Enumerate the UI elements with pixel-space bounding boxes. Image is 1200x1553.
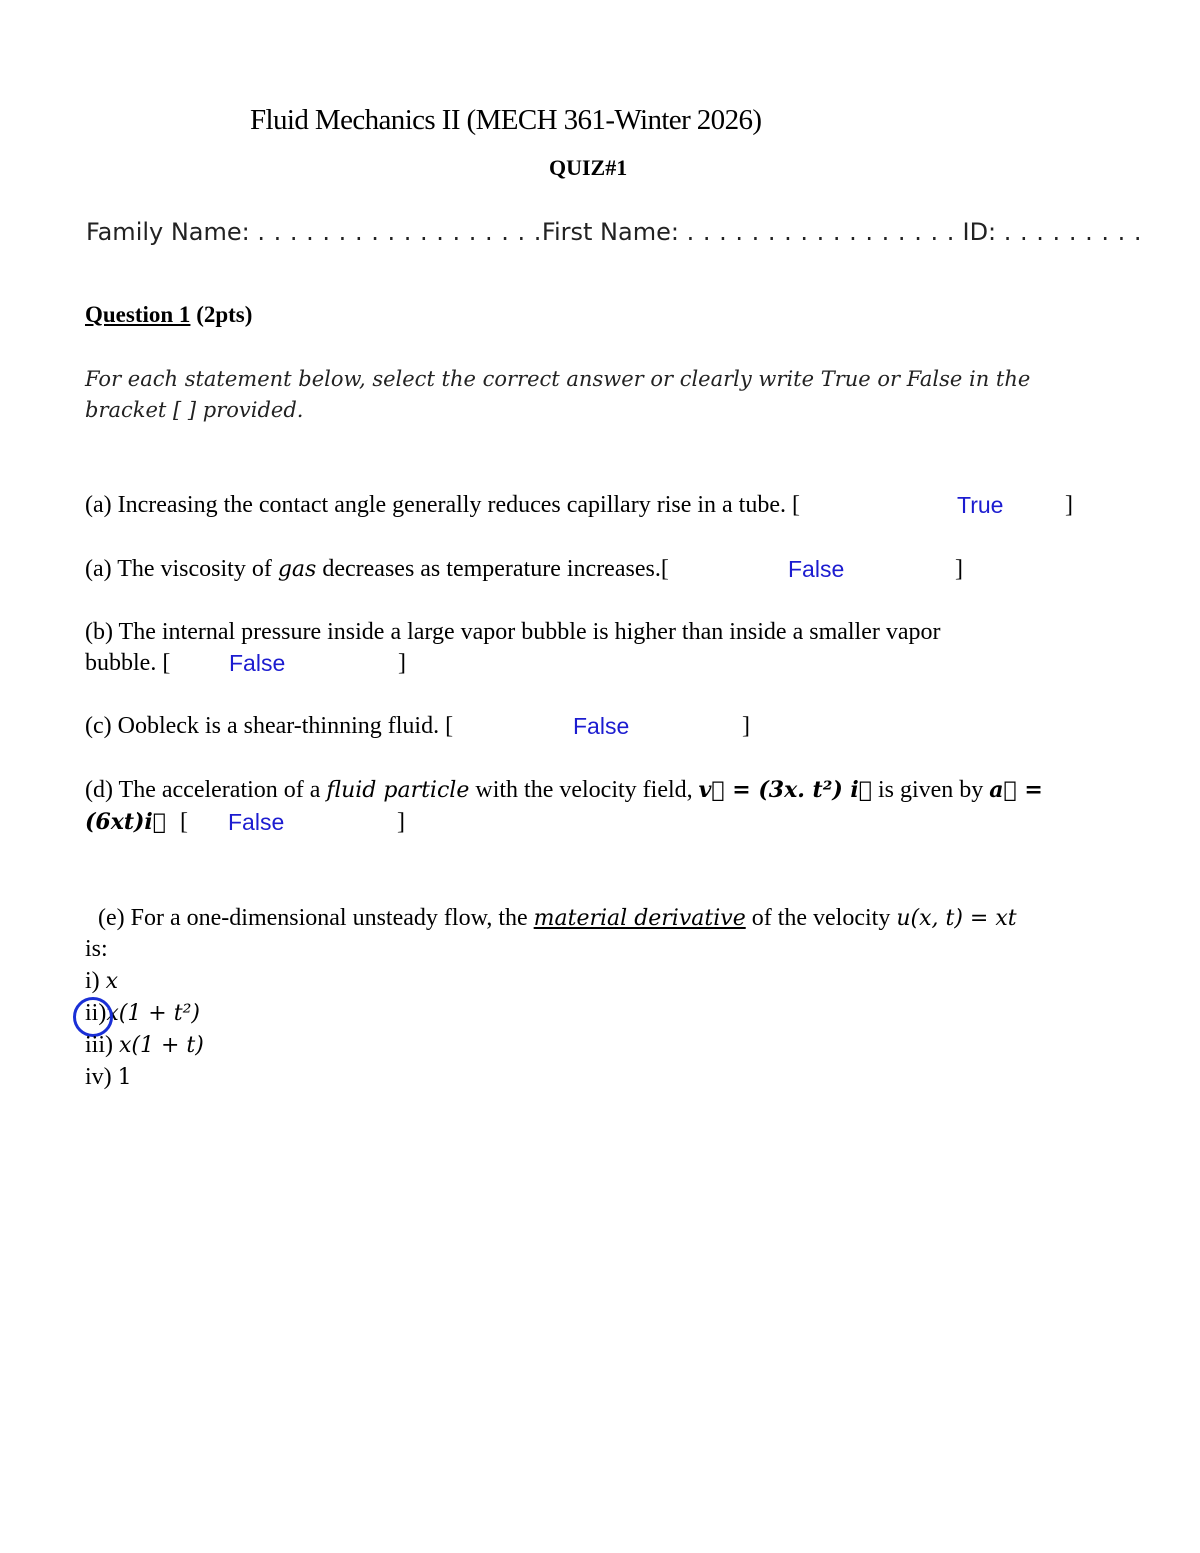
option-expression: x(1 + t²) bbox=[106, 1001, 200, 1026]
name-fields-row bbox=[86, 218, 1142, 246]
option-label: iii) bbox=[85, 1032, 113, 1058]
option-expression: x bbox=[105, 969, 119, 994]
option-iv[interactable] bbox=[85, 1064, 132, 1091]
family-name-label: Family Name: bbox=[86, 218, 250, 246]
acceleration-expression: a⃗ = bbox=[989, 777, 1043, 803]
bracket-close: ] bbox=[397, 809, 405, 835]
id-label: ID: bbox=[962, 218, 997, 246]
answer-a1[interactable]: True bbox=[957, 492, 1004, 518]
option-expression: x(1 + t) bbox=[119, 1033, 204, 1058]
statement-text: (a) The viscosity of bbox=[85, 556, 278, 582]
bracket-open: [ bbox=[179, 809, 188, 835]
bracket-close: ] bbox=[742, 713, 750, 739]
question-1-title: Question 1 bbox=[85, 302, 191, 327]
bracket-close: ] bbox=[955, 556, 963, 582]
statement-emphasis: fluid particle bbox=[326, 778, 470, 803]
statement-d-line-1 bbox=[85, 777, 1043, 804]
velocity-field-expression: v⃗ = (3x. t²) i⃗ bbox=[698, 777, 872, 803]
statement-d-line-2 bbox=[85, 809, 188, 836]
statement-text: is given by bbox=[871, 777, 990, 803]
statement-text: of the velocity bbox=[745, 905, 897, 931]
option-expression: 1 bbox=[117, 1065, 132, 1090]
family-name-field[interactable]: . . . . . . . . . . . . . . . . . . bbox=[257, 218, 542, 246]
statement-b-line-2: bubble. [ bbox=[85, 650, 171, 676]
statement-emphasis: gas bbox=[277, 557, 317, 582]
quiz-label: QUIZ#1 bbox=[549, 155, 628, 180]
statement-e-line-2: is: bbox=[85, 936, 108, 962]
statement-text: (d) The acceleration of a bbox=[85, 777, 327, 803]
statement-b-line-1: (b) The internal pressure inside a large vapor bubble is higher than inside a smaller vapor bbox=[85, 619, 941, 645]
option-label: i) bbox=[85, 968, 100, 994]
statement-text: (e) For a one-dimensional unsteady flow, the bbox=[98, 905, 534, 931]
question-1-heading bbox=[85, 302, 252, 328]
option-label: iv) bbox=[85, 1064, 112, 1090]
first-name-label: First Name: bbox=[541, 218, 679, 246]
bracket-close: ] bbox=[1065, 492, 1073, 518]
first-name-field[interactable]: . . . . . . . . . . . . . . . . . bbox=[686, 218, 955, 246]
acceleration-expression-2: (6xt)i⃗ bbox=[85, 809, 166, 835]
instructions-line-1: For each statement below, select the correct answer or clearly write True or False in the bbox=[85, 367, 1031, 391]
bracket-close: ] bbox=[398, 650, 406, 676]
instructions-line-2: bracket [ ] provided. bbox=[85, 398, 304, 422]
statement-e-line-1 bbox=[98, 905, 1017, 932]
answer-c[interactable]: False bbox=[573, 713, 630, 739]
page-title: Fluid Mechanics II (MECH 361-Winter 2026) bbox=[250, 104, 762, 136]
statement-a1 bbox=[85, 492, 800, 519]
answer-b[interactable]: False bbox=[229, 650, 286, 676]
option-label: ii) bbox=[85, 1000, 107, 1026]
statement-a2 bbox=[85, 556, 669, 583]
statement-underlined: material derivative bbox=[533, 906, 746, 931]
id-field[interactable]: . . . . . . . . . bbox=[1003, 218, 1142, 246]
statement-text: (a) Increasing the contact angle generally reduces capillary rise in a tube. [ bbox=[85, 492, 800, 518]
question-1-instructions bbox=[85, 364, 1030, 426]
selected-answer-circle bbox=[73, 997, 113, 1037]
velocity-expression: u(x, t) = xt bbox=[896, 906, 1017, 931]
question-1-points: (2pts) bbox=[196, 302, 253, 327]
statement-c: (c) Oobleck is a shear-thinning fluid. [ bbox=[85, 713, 454, 739]
statement-text: with the velocity field, bbox=[469, 777, 699, 803]
option-i[interactable] bbox=[85, 968, 118, 995]
answer-d[interactable]: False bbox=[228, 809, 285, 835]
option-iii[interactable] bbox=[85, 1032, 204, 1059]
statement-text: decreases as temperature increases.[ bbox=[316, 556, 669, 582]
answer-a2[interactable]: False bbox=[788, 556, 845, 582]
